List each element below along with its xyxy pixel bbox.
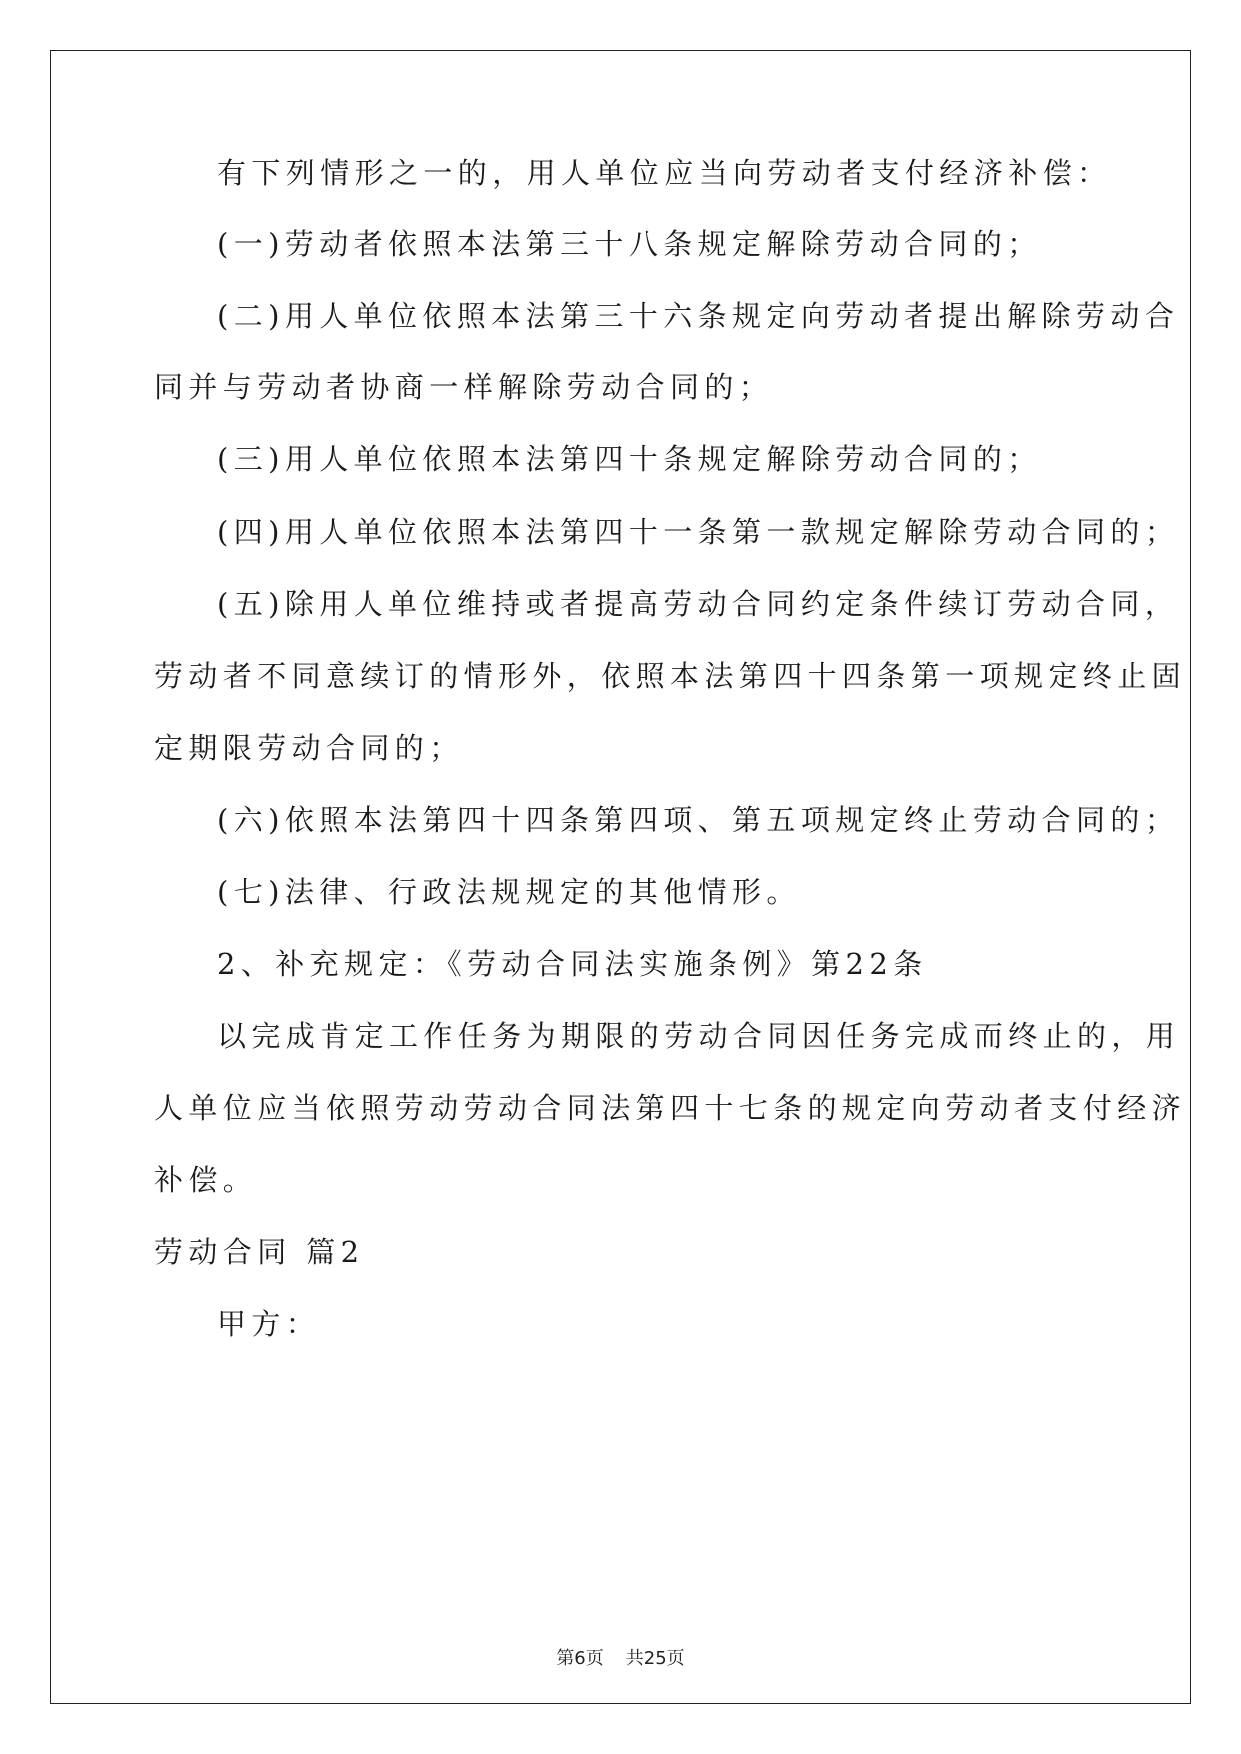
supplement-line-3: 补偿。 [154,1163,258,1197]
item-2-line-1: (二)用人单位依照本法第三十六条规定向劳动者提出解除劳动合 [217,299,1180,333]
item-5-line-1: (五)除用人单位维持或者提高劳动合同约定条件续订劳动合同， [217,587,1180,621]
item-3: (三)用人单位依照本法第四十条规定解除劳动合同的； [217,442,1042,476]
page-number: 第6页 [556,1648,604,1669]
section-title: 劳动合同 篇2 [154,1235,365,1269]
item-2-line-2: 同并与劳动者协商一样解除劳动合同的； [154,370,774,404]
item-6: (六)依照本法第四十四条第四项、第五项规定终止劳动合同的； [217,803,1180,837]
item-7: (七)法律、行政法规规定的其他情形。 [217,875,801,909]
page-footer [0,1648,1241,1670]
item-5-line-2: 劳动者不同意续订的情形外，依照本法第四十四条第一项规定终止固 [154,659,1187,693]
supplement-line-2: 人单位应当依照劳动劳动合同法第四十七条的规定向劳动者支付经济 [154,1091,1187,1125]
supplement-line-1: 以完成肯定工作任务为期限的劳动合同因任务完成而终止的，用 [217,1019,1181,1053]
page-total: 共25页 [625,1648,685,1669]
item-1: (一)劳动者依照本法第三十八条规定解除劳动合同的； [217,227,1042,261]
party-a-label: 甲方： [217,1307,321,1341]
item-4: (四)用人单位依照本法第四十一条第一款规定解除劳动合同的； [217,515,1180,549]
supplement-heading: 2、补充规定：《劳动合同法实施条例》第22条 [217,947,928,981]
paragraph-intro: 有下列情形之一的，用人单位应当向劳动者支付经济补偿： [217,156,1112,190]
item-5-line-3: 定期限劳动合同的； [154,731,464,765]
